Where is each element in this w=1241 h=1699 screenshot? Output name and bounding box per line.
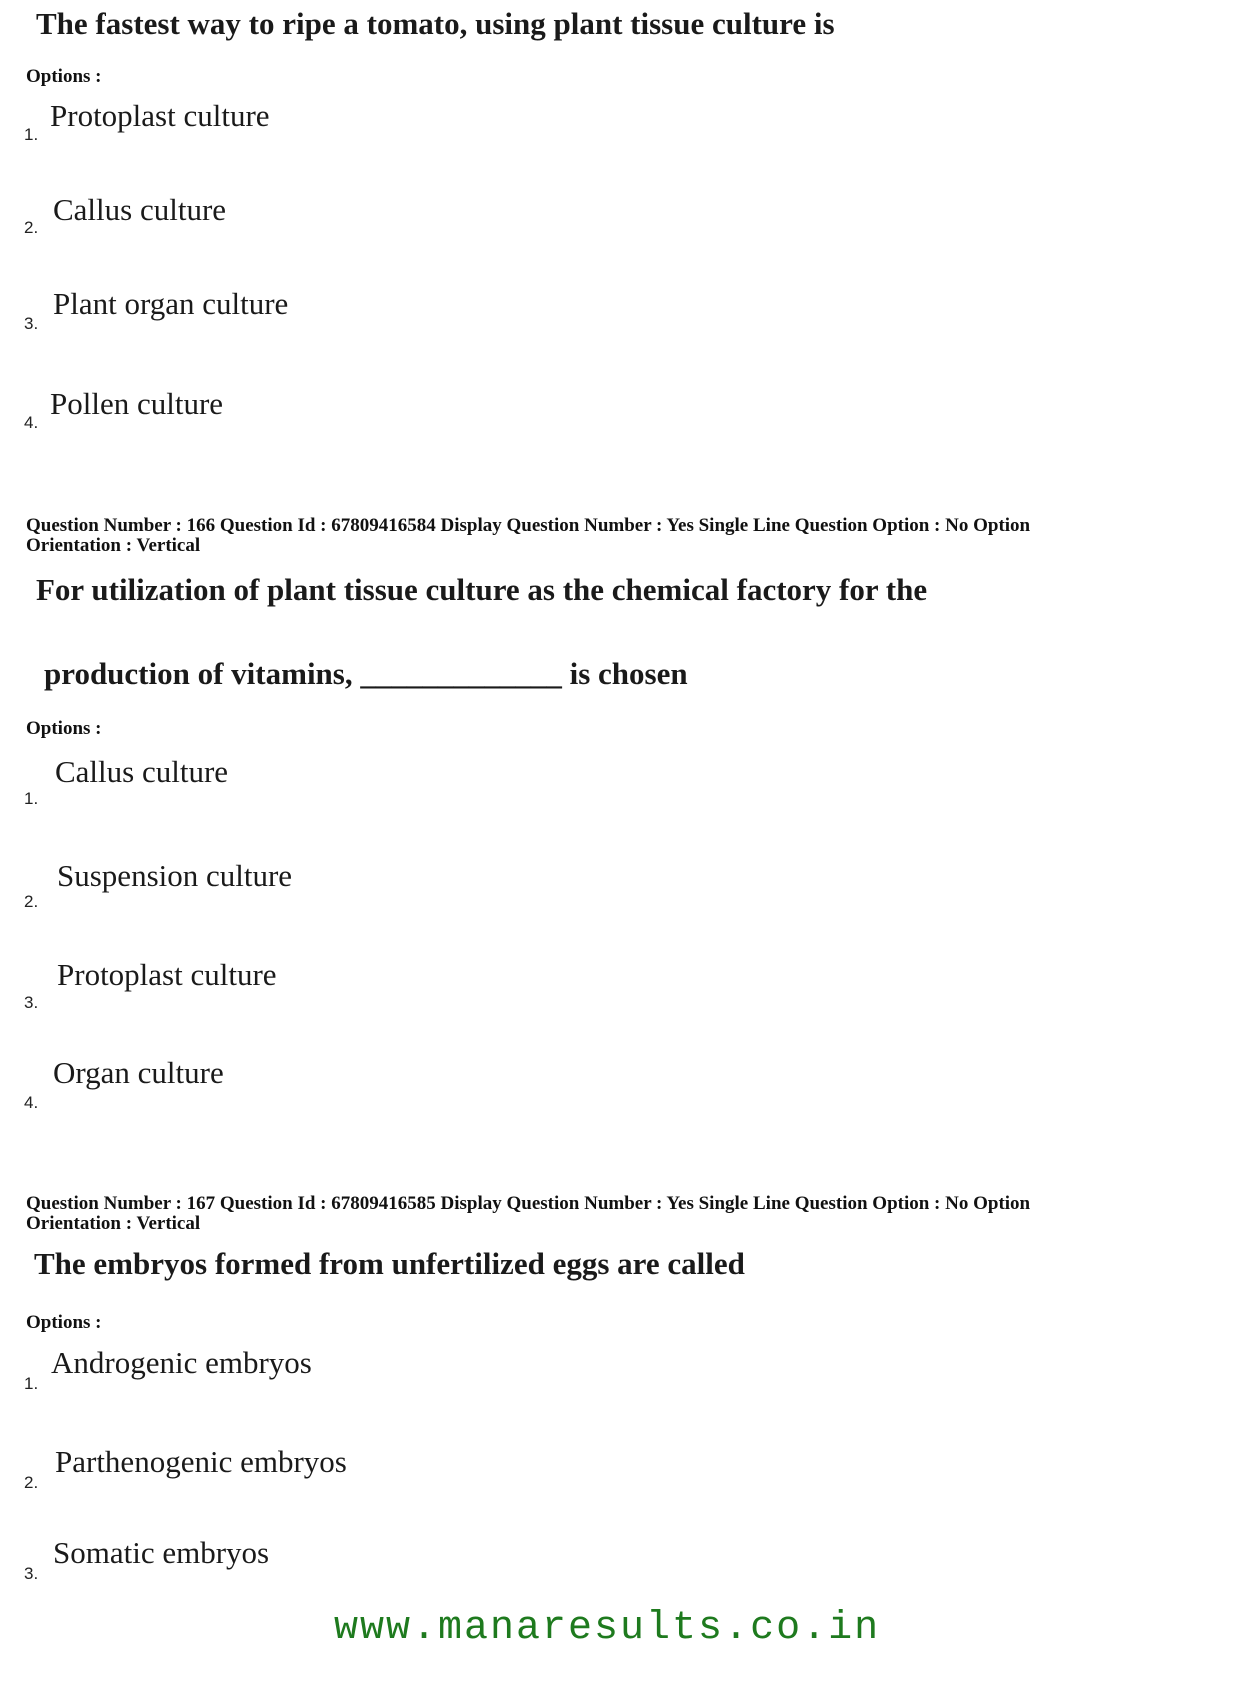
option-text: Somatic embryos [53,1535,270,1570]
option-text: Androgenic embryos [51,1345,312,1380]
option-number: 3. [24,993,39,1012]
option-text: Organ culture [53,1055,224,1090]
option-number: 2. [24,218,39,237]
option-number: 1. [24,125,39,144]
question-text: The fastest way to ripe a tomato, using plant tissue culture is [36,6,835,41]
question-meta-orientation: Orientation : Vertical [26,1213,201,1234]
question-text-line-2: production of vitamins, _____________ is chosen [44,656,688,691]
option-text: Parthenogenic embryos [55,1444,347,1479]
option-number: 2. [24,1473,39,1492]
option-number: 4. [24,413,39,432]
option-text: Protoplast culture [50,98,270,133]
option-number: 1. [24,789,39,808]
option-text: Plant organ culture [53,286,289,321]
question-meta: Question Number : 166 Question Id : 67809416584 Display Question Number : Yes Single Line Question Option : No Option [26,515,1031,536]
options-label: Options : [26,718,102,739]
option-text: Suspension culture [57,858,293,893]
question-meta: Question Number : 167 Question Id : 67809416585 Display Question Number : Yes Single Line Question Option : No Option [26,1193,1031,1214]
question-text-line-1: For utilization of plant tissue culture as the chemical factory for the [36,572,928,607]
question-meta-orientation: Orientation : Vertical [26,535,201,556]
option-text: Callus culture [55,754,229,789]
options-label: Options : [26,1312,102,1333]
option-text: Protoplast culture [57,957,277,992]
option-number: 3. [24,1564,39,1583]
option-number: 2. [24,892,39,911]
option-text: Pollen culture [50,386,224,421]
question-text: The embryos formed from unfertilized eggs are called [34,1246,745,1281]
option-text: Callus culture [53,192,227,227]
option-number: 1. [24,1374,39,1393]
options-label: Options : [26,66,102,87]
option-number: 4. [24,1093,39,1112]
option-number: 3. [24,314,39,333]
watermark-url: www.manaresults.co.in [334,1606,881,1651]
